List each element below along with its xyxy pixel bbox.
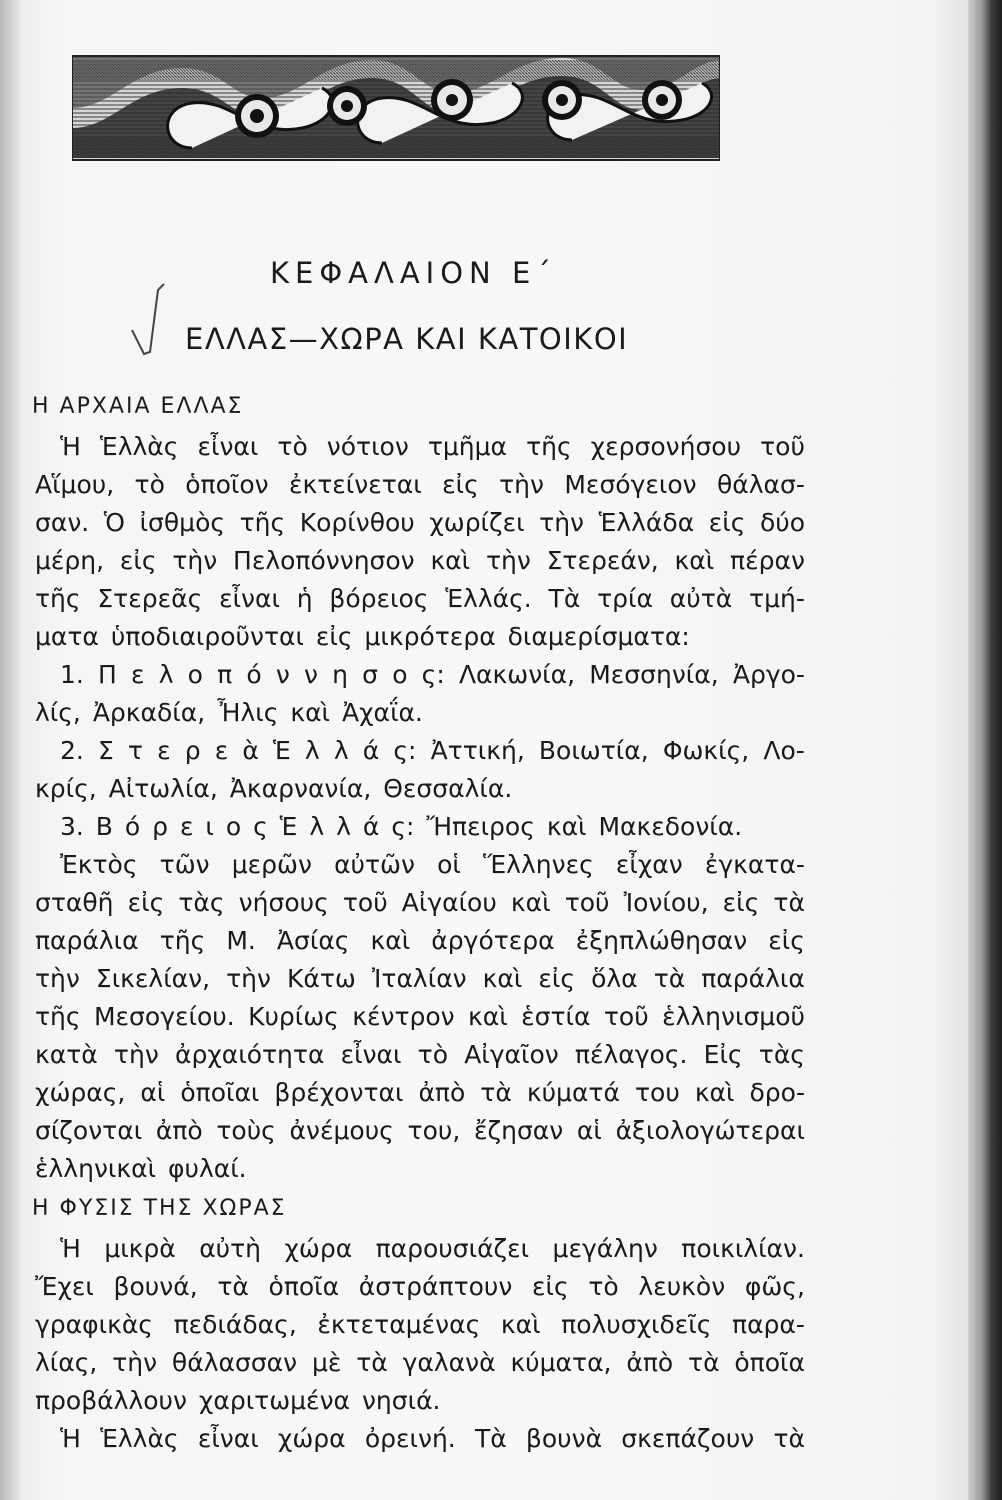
text-line: λίας, τὴν θάλασσαν μὲ τὰ γαλανὰ κύματα, ἀπὸ τὰ ὁποῖα	[35, 1348, 805, 1377]
page-gutter-shadow	[0, 0, 22, 1500]
list-item-sterea: 2. Σ τ ε ρ ε ὰ Ἑ λ λ ά ς: Ἀττική, Βοιωτία, Φωκίς, Λο-	[60, 736, 805, 765]
rosette-4	[542, 80, 582, 120]
text-line: Ἡ μικρὰ αὐτὴ χώρα παρουσιάζει μεγάλην ποικιλίαν.	[60, 1234, 805, 1263]
text-line: παράλια τῆς Μ. Ἀσίας καὶ ἀργότερα ἐξηπλώθησαν εἰς	[35, 926, 805, 955]
text-line: τῆς Στερεᾶς εἶναι ἡ βόρειος Ἑλλάς. Τὰ τρία αὐτὰ τμή-	[35, 584, 805, 613]
rosette-2	[327, 86, 367, 126]
text-line: κατὰ τὴν ἀρχαιότητα εἶναι τὸ Αἰγαῖον πέλαγος. Εἰς τὰς	[35, 1040, 805, 1069]
page-edge-shadow	[968, 0, 1002, 1500]
chapter-number: ΚΕΦΑΛΑΙΟΝ Ε΄	[270, 256, 557, 290]
text-line: Ἐκτὸς τῶν μερῶν αὐτῶν οἱ Ἕλληνες εἶχαν ἐγκατα-	[60, 850, 805, 879]
text-line: κρίς, Αἰτωλία, Ἀκαρνανία, Θεσσαλία.	[35, 774, 513, 803]
rosette-1	[235, 94, 279, 138]
text-line: ματα ὑποδιαιροῦνται εἰς μικρότερα διαμερίσματα:	[35, 622, 690, 651]
list-item-peloponnese: 1. Π ε λ ο π ό ν ν η σ ο ς: Λακωνία, Μεσσηνία, Ἀργο-	[60, 660, 805, 689]
spiral-rosette-frieze-icon	[72, 48, 720, 166]
text-line: Ἡ Ἑλλὰς εἶναι χώρα ὀρεινή. Τὰ βουνὰ σκεπάζουν τὰ	[60, 1424, 805, 1453]
text-line: Αἵμου, τὸ ὁποῖον ἐκτείνεται εἰς τὴν Μεσόγειον θάλασ-	[35, 470, 805, 499]
text-line: σαν. Ὁ ἰσθμὸς τῆς Κορίνθου χωρίζει τὴν Ἑλλάδα εἰς δύο	[35, 508, 805, 537]
rosette-5	[642, 80, 682, 120]
text-line: μέρη, εἰς τὴν Πελοπόννησον καὶ τὴν Στερεάν, καὶ πέραν	[35, 546, 805, 575]
text-line: σταθῆ εἰς τὰς νήσους τοῦ Αἰγαίου καὶ τοῦ Ἰονίου, εἰς τὰ	[35, 888, 805, 917]
text-line: χώρας, αἱ ὁποῖαι βρέχονται ἀπὸ τὰ κύματά του καὶ δρο-	[35, 1078, 805, 1107]
text-line: τὴν Σικελίαν, τὴν Κάτω Ἰταλίαν καὶ εἰς ὅλα τὰ παράλια	[35, 964, 805, 993]
checkmark-icon	[128, 282, 188, 362]
text-line: Ἔχει βουνά, τὰ ὁποῖα ἀστράπτουν εἰς τὸ λευκὸν φῶς,	[35, 1272, 805, 1301]
chapter-title: ΕΛΛΑΣ—ΧΩΡΑ ΚΑΙ ΚΑΤΟΙΚΟΙ	[185, 322, 629, 356]
text-line: γραφικὰς πεδιάδας, ἐκτεταμένας καὶ πολυσχιδεῖς παρα-	[35, 1310, 805, 1339]
text-line: τῆς Μεσογείου. Κυρίως κέντρον καὶ ἑστία τοῦ ἑλληνισμοῦ	[35, 1002, 805, 1031]
text-line: σίζονται ἀπὸ τοὺς ἀνέμους του, ἔζησαν αἱ ἀξιολογώτεραι	[35, 1116, 805, 1145]
section-heading-ancient-greece: Η ΑΡΧΑΙΑ ΕΛΛΑΣ	[32, 394, 244, 419]
list-item-northern-greece: 3. Β ό ρ ε ι ο ς Ἑ λ λ ά ς: Ἤπειρος καὶ Μακεδονία.	[60, 812, 743, 841]
rosette-3	[431, 79, 473, 121]
section-heading-nature-of-land: Η ΦΥΣΙΣ ΤΗΣ ΧΩΡΑΣ	[32, 1196, 287, 1221]
text-line: λίς, Ἀρκαδία, Ἦλις καὶ Ἀχαΐα.	[35, 698, 423, 727]
text-line: προβάλλουν χαριτωμένα νησιά.	[35, 1386, 441, 1415]
text-line: ἑλληνικαὶ φυλαί.	[35, 1154, 247, 1183]
text-line: Ἡ Ἑλλὰς εἶναι τὸ νότιον τμῆμα τῆς χερσονήσου τοῦ	[60, 432, 805, 461]
